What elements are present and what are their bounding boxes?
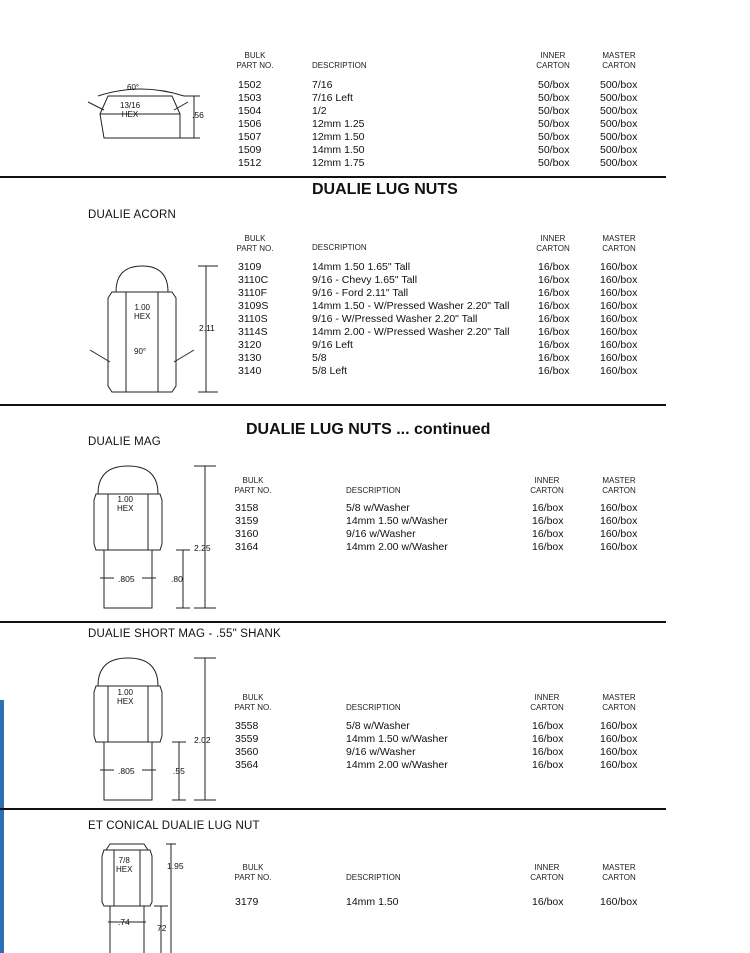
angle-label: 60° xyxy=(127,83,140,92)
bulk-header-bottom: PART NO. xyxy=(236,244,274,253)
part-no: 3109 xyxy=(238,261,262,273)
inner-carton: 16/box xyxy=(538,274,570,286)
master-carton-header xyxy=(596,51,642,71)
inner-carton: 50/box xyxy=(538,118,570,130)
shank-length-dimension: .80 xyxy=(171,574,183,584)
section-subtitle: DUALIE SHORT MAG - .55" SHANK xyxy=(88,628,281,640)
inner-carton-header xyxy=(526,693,568,713)
shank-diameter-dimension: .805 xyxy=(118,574,135,584)
height-dimension: 2.02 xyxy=(194,735,211,745)
left-edge-accent xyxy=(0,700,4,953)
dualie-short-mag-figure xyxy=(90,652,230,802)
description-header: DESCRIPTION xyxy=(346,873,401,882)
inner-header-top: INNER xyxy=(534,693,560,702)
master-header-bottom: CARTON xyxy=(602,873,636,882)
master-carton: 160/box xyxy=(600,502,638,514)
part-no: 3110C xyxy=(238,274,269,286)
shank-diameter-dimension: .805 xyxy=(118,766,135,776)
description: 5/8 w/Washer xyxy=(346,502,410,514)
inner-carton: 16/box xyxy=(532,502,564,514)
description: 14mm 2.00 - W/Pressed Washer 2.20" Tall xyxy=(312,326,510,338)
part-no: 1509 xyxy=(238,144,262,156)
bulk-header xyxy=(236,234,274,254)
bulk-header-top: BULK xyxy=(244,51,266,60)
inner-carton: 16/box xyxy=(532,759,564,771)
description: 14mm 1.50 w/Washer xyxy=(346,515,448,527)
dualie-mag-figure xyxy=(90,460,230,610)
description: 14mm 1.50 1.65" Tall xyxy=(312,261,411,273)
master-carton: 160/box xyxy=(600,300,638,312)
inner-carton: 16/box xyxy=(538,287,570,299)
master-carton: 160/box xyxy=(600,515,638,527)
master-carton: 500/box xyxy=(600,131,638,143)
section-title: DUALIE LUG NUTS ... continued xyxy=(246,421,491,438)
bulk-header xyxy=(236,51,274,71)
part-no: 1512 xyxy=(238,157,262,169)
inner-carton: 16/box xyxy=(538,300,570,312)
inner-header-top: INNER xyxy=(540,234,566,243)
inner-carton: 50/box xyxy=(538,105,570,117)
part-no: 3558 xyxy=(235,720,259,732)
master-carton: 160/box xyxy=(600,746,638,758)
master-carton: 160/box xyxy=(600,313,638,325)
height-dimension: 2.25 xyxy=(194,543,211,553)
inner-header-bottom: CARTON xyxy=(530,486,564,495)
description: 9/16 - Ford 2.11" Tall xyxy=(312,287,409,299)
inner-carton: 16/box xyxy=(532,733,564,745)
part-no: 3114S xyxy=(238,326,268,338)
part-no: 3110S xyxy=(238,313,268,325)
master-header-top: MASTER xyxy=(602,234,636,243)
inner-carton: 16/box xyxy=(532,515,564,527)
description: 12mm 1.25 xyxy=(312,118,365,130)
height-dimension: .56 xyxy=(192,110,204,120)
part-no: 3158 xyxy=(235,502,259,514)
inner-carton: 16/box xyxy=(538,261,570,273)
master-carton: 500/box xyxy=(600,118,638,130)
master-header-bottom: CARTON xyxy=(602,703,636,712)
section-subtitle: DUALIE ACORN xyxy=(88,209,177,221)
inner-carton: 50/box xyxy=(538,144,570,156)
inner-header-top: INNER xyxy=(534,863,560,872)
part-no: 3159 xyxy=(235,515,259,527)
description: 9/16 w/Washer xyxy=(346,528,416,540)
master-carton: 500/box xyxy=(600,157,638,169)
shank-length-dimension: 72 xyxy=(157,923,167,933)
part-no: 3110F xyxy=(238,287,267,299)
description: 5/8 w/Washer xyxy=(346,720,410,732)
inner-header-bottom: CARTON xyxy=(530,703,564,712)
master-carton: 160/box xyxy=(600,274,638,286)
inner-header-top: INNER xyxy=(540,51,566,60)
bulk-header-top: BULK xyxy=(244,234,266,243)
description: 9/16 - W/Pressed Washer 2.20" Tall xyxy=(312,313,478,325)
part-no: 3140 xyxy=(238,365,262,377)
inner-header-top: INNER xyxy=(534,476,560,485)
part-no: 3130 xyxy=(238,352,262,364)
master-carton: 160/box xyxy=(600,720,638,732)
inner-carton: 16/box xyxy=(532,746,564,758)
master-carton: 160/box xyxy=(600,339,638,351)
divider-rule xyxy=(0,404,666,406)
inner-carton: 16/box xyxy=(538,352,570,364)
hex-label: 1.00 HEX xyxy=(117,688,134,706)
inner-carton: 50/box xyxy=(538,79,570,91)
bulk-header-top: BULK xyxy=(242,693,264,702)
inner-carton-header xyxy=(526,476,568,496)
part-no: 3179 xyxy=(235,896,259,908)
shank-diameter-dimension: .74 xyxy=(118,917,130,927)
master-carton: 160/box xyxy=(600,261,638,273)
inner-carton: 16/box xyxy=(538,326,570,338)
description-header: DESCRIPTION xyxy=(346,486,401,495)
description: 14mm 1.50 w/Washer xyxy=(346,733,448,745)
bulk-header-top: BULK xyxy=(242,863,264,872)
hex-label: 7/8 HEX xyxy=(116,856,133,874)
bulk-header-bottom: PART NO. xyxy=(234,486,272,495)
master-carton: 500/box xyxy=(600,105,638,117)
master-header-bottom: CARTON xyxy=(602,486,636,495)
inner-carton: 50/box xyxy=(538,131,570,143)
description-header: DESCRIPTION xyxy=(312,61,367,70)
inner-carton-header xyxy=(532,234,574,254)
description: 5/8 Left xyxy=(312,365,348,377)
inner-carton: 50/box xyxy=(538,92,570,104)
master-header-bottom: CARTON xyxy=(602,61,636,70)
description: 9/16 - Chevy 1.65" Tall xyxy=(312,274,418,286)
master-carton: 160/box xyxy=(600,759,638,771)
inner-carton: 50/box xyxy=(538,157,570,169)
section-subtitle: ET CONICAL DUALIE LUG NUT xyxy=(88,820,260,832)
description-header: DESCRIPTION xyxy=(346,703,401,712)
hex-label: 13/16 HEX xyxy=(120,101,141,119)
inner-carton: 16/box xyxy=(538,365,570,377)
master-carton-header xyxy=(596,863,642,883)
master-carton-header xyxy=(596,476,642,496)
inner-carton-header xyxy=(526,863,568,883)
description: 9/16 Left xyxy=(312,339,353,351)
bulk-header-top: BULK xyxy=(242,476,264,485)
bulk-header-bottom: PART NO. xyxy=(234,873,272,882)
part-no: 3559 xyxy=(235,733,259,745)
bulk-header xyxy=(234,693,272,713)
master-header-top: MASTER xyxy=(602,51,636,60)
master-carton: 160/box xyxy=(600,541,638,553)
part-no: 3560 xyxy=(235,746,259,758)
part-no: 3160 xyxy=(235,528,259,540)
master-header-top: MASTER xyxy=(602,693,636,702)
inner-carton: 16/box xyxy=(532,541,564,553)
part-no: 3564 xyxy=(235,759,259,771)
description: 14mm 1.50 xyxy=(346,896,399,908)
inner-carton: 16/box xyxy=(532,528,564,540)
inner-header-bottom: CARTON xyxy=(536,244,570,253)
lug-nut-60-figure xyxy=(88,82,208,152)
divider-rule xyxy=(0,621,666,623)
master-carton: 500/box xyxy=(600,79,638,91)
master-carton: 160/box xyxy=(600,528,638,540)
description-header: DESCRIPTION xyxy=(312,243,367,252)
height-dimension: 1.95 xyxy=(167,861,184,871)
hex-label: 1.00 HEX xyxy=(117,495,134,513)
inner-carton: 16/box xyxy=(538,339,570,351)
master-carton: 500/box xyxy=(600,92,638,104)
height-dimension: 2.11 xyxy=(199,323,215,333)
section-title: DUALIE LUG NUTS xyxy=(312,181,458,198)
part-no: 3164 xyxy=(235,541,259,553)
master-header-bottom: CARTON xyxy=(602,244,636,253)
bulk-header xyxy=(234,476,272,496)
et-conical-figure xyxy=(96,840,196,953)
description: 7/16 Left xyxy=(312,92,353,104)
description: 14mm 1.50 - W/Pressed Washer 2.20" Tall xyxy=(312,300,510,312)
master-carton: 160/box xyxy=(600,896,638,908)
section-subtitle: DUALIE MAG xyxy=(88,436,161,448)
master-carton: 160/box xyxy=(600,352,638,364)
shank-length-dimension: .55 xyxy=(173,766,185,776)
inner-carton: 16/box xyxy=(538,313,570,325)
master-carton: 160/box xyxy=(600,287,638,299)
description: 14mm 2.00 w/Washer xyxy=(346,759,448,771)
master-header-top: MASTER xyxy=(602,476,636,485)
description: 12mm 1.50 xyxy=(312,131,365,143)
part-no: 3109S xyxy=(238,300,269,312)
bulk-header-bottom: PART NO. xyxy=(234,703,272,712)
divider-rule xyxy=(0,808,666,810)
part-no: 1506 xyxy=(238,118,262,130)
inner-header-bottom: CARTON xyxy=(530,873,564,882)
description: 9/16 w/Washer xyxy=(346,746,416,758)
master-carton-header xyxy=(596,234,642,254)
inner-header-bottom: CARTON xyxy=(536,61,570,70)
description: 5/8 xyxy=(312,352,327,364)
part-no: 1507 xyxy=(238,131,262,143)
part-no: 1504 xyxy=(238,105,262,117)
part-no: 1503 xyxy=(238,92,262,104)
part-no: 3120 xyxy=(238,339,262,351)
master-carton: 160/box xyxy=(600,326,638,338)
master-carton-header xyxy=(596,693,642,713)
hex-label: 1.00 HEX xyxy=(134,303,151,321)
description: 14mm 1.50 xyxy=(312,144,365,156)
master-carton: 160/box xyxy=(600,365,638,377)
inner-carton-header xyxy=(532,51,574,71)
description: 1/2 xyxy=(312,105,327,117)
description: 7/16 xyxy=(312,79,333,91)
description: 14mm 2.00 w/Washer xyxy=(346,541,448,553)
inner-carton: 16/box xyxy=(532,720,564,732)
bulk-header xyxy=(234,863,272,883)
bulk-header-bottom: PART NO. xyxy=(236,61,274,70)
inner-carton: 16/box xyxy=(532,896,564,908)
master-carton: 500/box xyxy=(600,144,638,156)
divider-rule xyxy=(0,176,666,178)
part-no: 1502 xyxy=(238,79,262,91)
angle-label: 90° xyxy=(134,347,147,356)
master-header-top: MASTER xyxy=(602,863,636,872)
description: 12mm 1.75 xyxy=(312,157,365,169)
master-carton: 160/box xyxy=(600,733,638,745)
